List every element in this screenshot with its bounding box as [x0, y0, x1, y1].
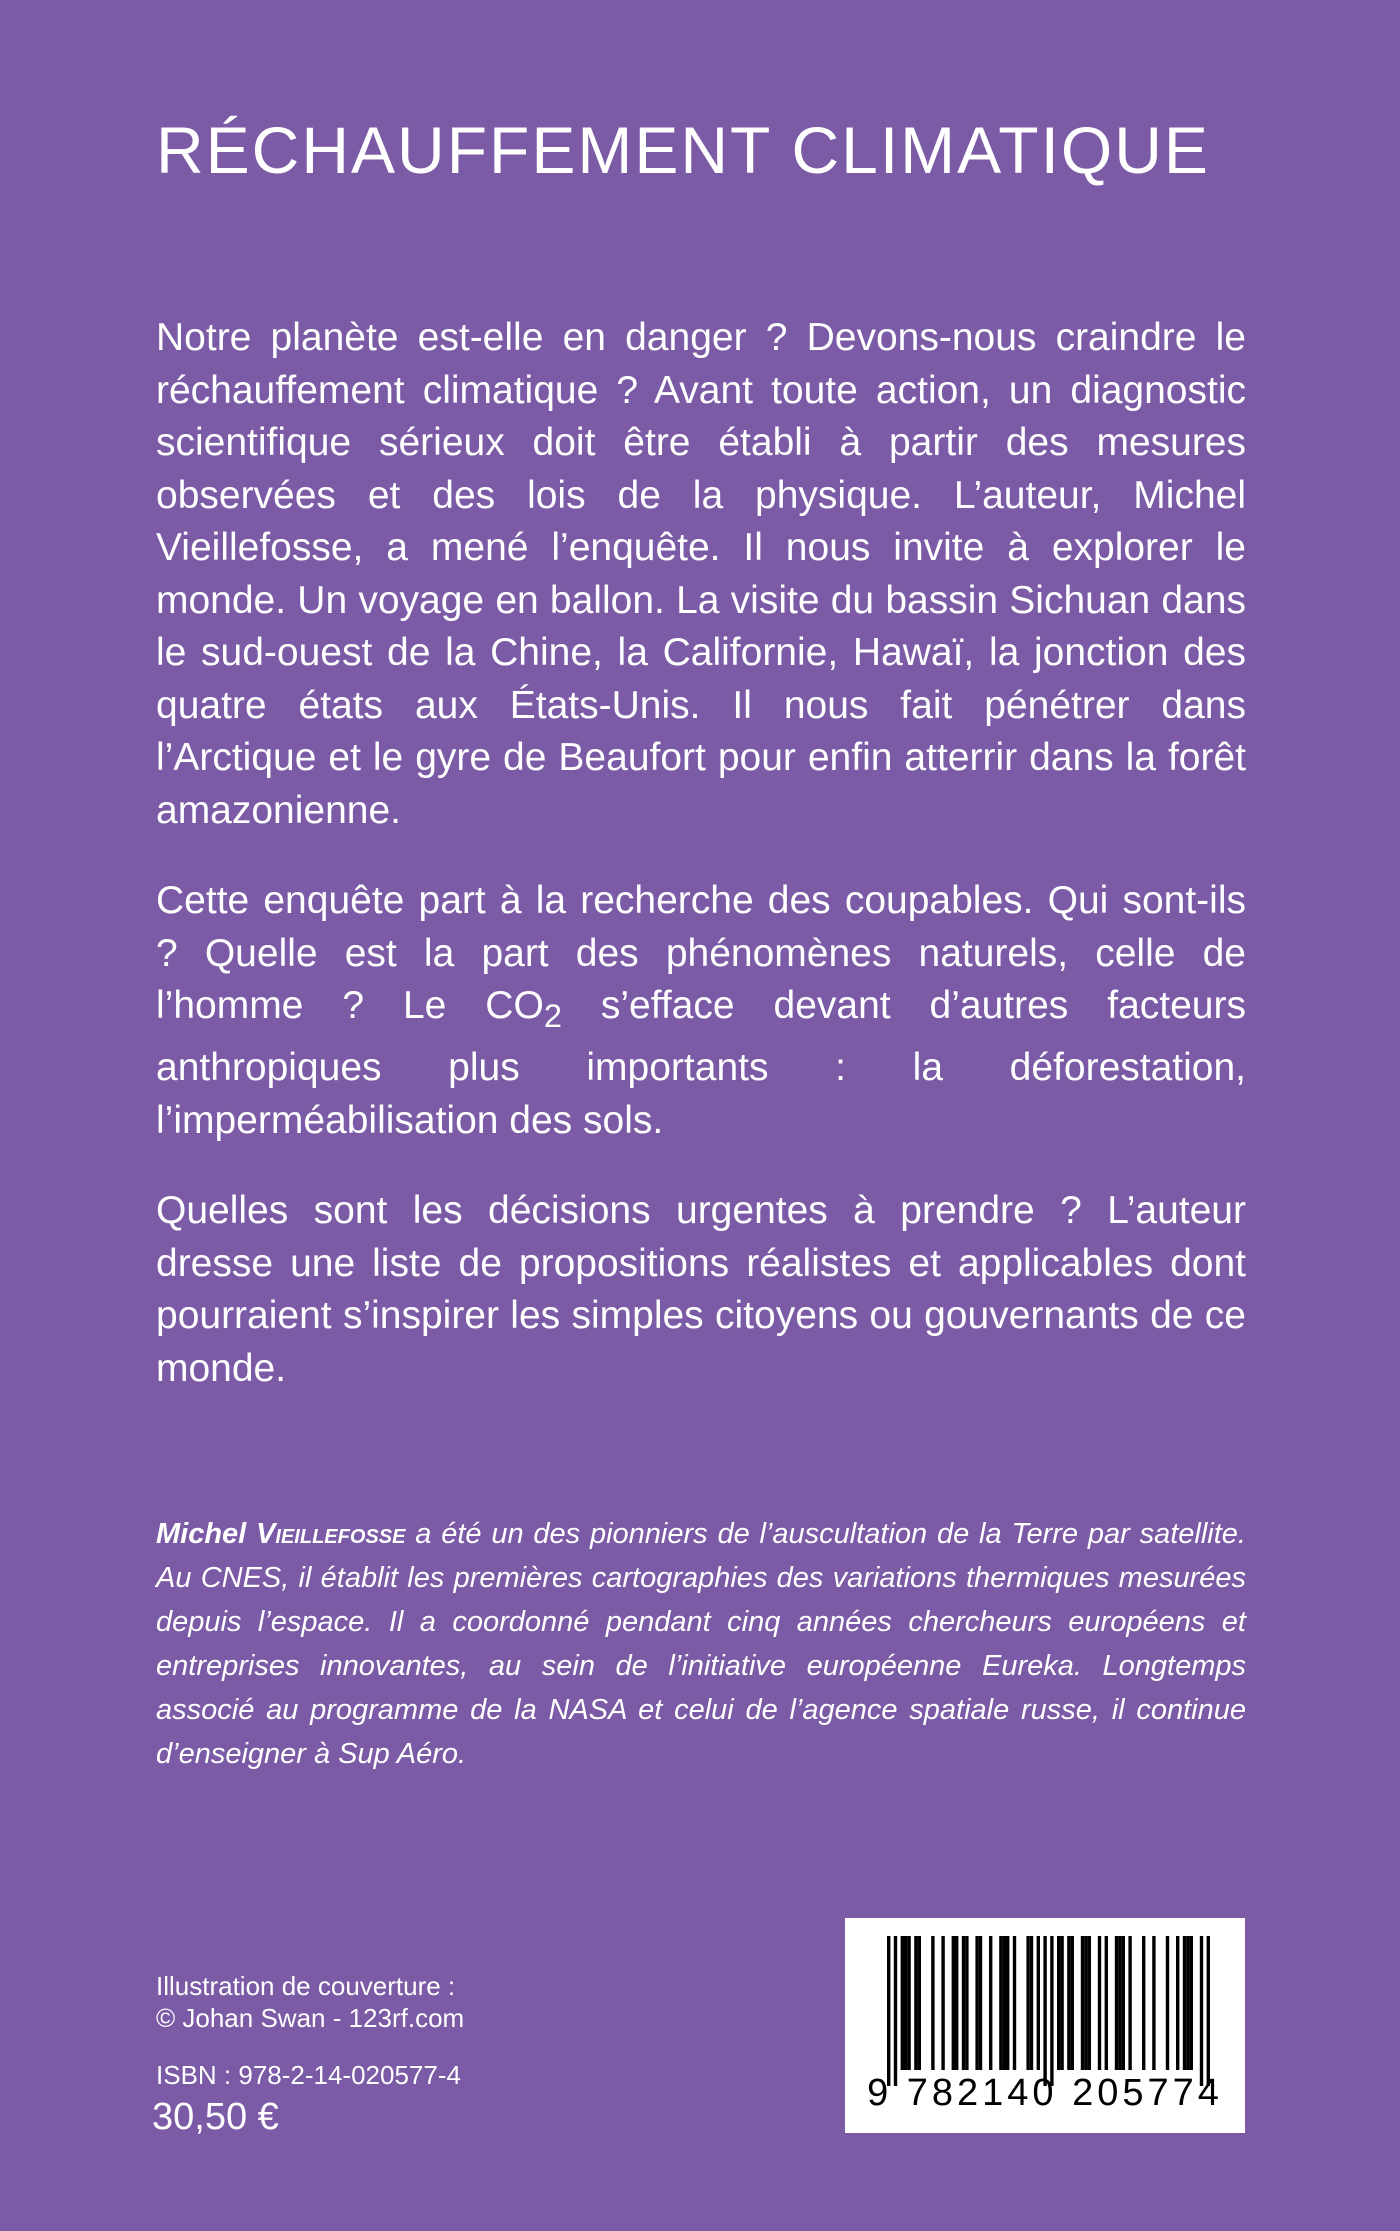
barcode-bar: [914, 1936, 917, 2070]
paragraph-2-end: s’efface devant d’autres facteurs anthropiques plus importants : la déforestation, l’imperméabilisation des sols.: [156, 984, 1246, 1142]
barcode-bar: [955, 1936, 958, 2070]
barcode-bar: [1186, 1936, 1189, 2070]
barcode-bar: [904, 1936, 907, 2070]
co2-subscript: 2: [543, 997, 562, 1034]
price: 30,50 €: [152, 2096, 279, 2138]
barcode-bar: [1088, 1936, 1091, 2070]
barcode-bar: [1207, 1936, 1210, 2086]
barcode-bar: [962, 1936, 965, 2070]
barcode: [845, 1918, 1245, 2133]
barcode-bar: [999, 1936, 1002, 2070]
author-name: [156, 1518, 405, 1550]
barcode-bar: [1166, 1936, 1169, 2070]
barcode-bar: [965, 1936, 968, 2070]
barcode-bar: [1084, 1936, 1087, 2070]
barcode-bar: [1152, 1936, 1155, 2070]
credits-line-1: Illustration de couverture :: [156, 1971, 456, 2001]
barcode-bar: [931, 1936, 934, 2070]
barcode-bar: [1183, 1936, 1186, 2070]
barcode-bar: [1030, 1936, 1033, 2070]
book-title: RÉCHAUFFEMENT CLIMATIQUE: [156, 113, 1210, 187]
blurb-paragraph-2: [156, 875, 1246, 1147]
barcode-bar: [1071, 1936, 1074, 2070]
barcode-bar: [918, 1936, 921, 2070]
barcode-bar: [1081, 1936, 1084, 2070]
barcode-bar: [979, 1936, 982, 2070]
barcode-bar: [1176, 1936, 1179, 2070]
barcode-bar: [1013, 1936, 1016, 2070]
barcode-bar: [1118, 1936, 1121, 2070]
paragraph-2-start: Cette enquête part à la recherche des coupables. Qui sont-ils ? Quelle est la part des phénomènes naturels, celle de l’homme ? Le CO: [156, 879, 1246, 1027]
author-bio: [156, 1512, 1246, 1776]
isbn: ISBN : 978-2-14-020577-4: [156, 2060, 461, 2090]
barcode-bar: [1050, 1936, 1053, 2086]
barcode-bar: [907, 1936, 910, 2070]
credits-line-2: © Johan Swan - 123rf.com: [156, 2003, 465, 2033]
barcode-bar: [941, 1936, 944, 2070]
barcode-bar: [1200, 1936, 1203, 2086]
barcode-bar: [1006, 1936, 1009, 2070]
barcode-bar: [1098, 1936, 1101, 2070]
barcode-bar: [1026, 1936, 1029, 2070]
barcode-bar: [1115, 1936, 1118, 2070]
author-first-name: Michel: [156, 1518, 257, 1550]
blurb: [156, 312, 1246, 1433]
barcode-bar: [1190, 1936, 1193, 2070]
barcode-bar: [887, 1936, 890, 2086]
barcode-bar: [901, 1936, 904, 2070]
barcode-bar: [1105, 1936, 1108, 2070]
barcode-bar: [952, 1936, 955, 2070]
barcode-bar: [894, 1936, 897, 2086]
cover-credits: [156, 1970, 464, 2034]
barcode-bar: [1060, 1936, 1063, 2070]
barcode-bar: [1057, 1936, 1060, 2070]
author-bio-text: a été un des pionniers de l’auscultation de la Terre par satellite. Au CNES, il établit les premières cartographies des variations thermiques mesurées depuis l’espace. Il a coordonné pendant cinq années chercheurs européens et entreprises innovantes, au sein de l’initiative européenne Eureka. Longtemps associé au programme de la NASA et celui de l’agence spatiale russe, il continue d’enseigner à Sup Aéro.: [156, 1518, 1246, 1770]
barcode-digits: 9 782140 205774: [867, 2072, 1223, 2114]
blurb-paragraph-3: Quelles sont les décisions urgentes à prendre ? L’auteur dresse une liste de propositions réalistes et applicables dont pourraient s’inspirer les simples citoyens ou gouvernants de ce monde.: [156, 1189, 1246, 1390]
barcode-bar: [975, 1936, 978, 2070]
blurb-paragraph-1: Notre planète est-elle en danger ? Devons-nous craindre le réchauffement climatique ? Avant toute action, un diagnostic scientifique sérieux doit être établi à partir des mesures observées et des lois de la physique. L’auteur, Michel Vieillefosse, a mené l’enquête. Il nous invite à explorer le monde. Un voyage en ballon. La visite du bassin Sichuan dans le sud-ouest de la Chine, la Californie, Hawaï, la jonction des quatre états aux États-Unis. Il nous fait pénétrer dans l’Arctique et le gyre de Beaufort pour enfin atterrir dans la forêt amazonienne.: [156, 316, 1246, 832]
barcode-bar: [989, 1936, 992, 2070]
barcode-bar: [1043, 1936, 1046, 2086]
barcode-bar: [1037, 1936, 1040, 2070]
barcode-bar: [1142, 1936, 1145, 2070]
author-last-name: Vieillefosse: [256, 1518, 406, 1550]
barcode-bar: [1122, 1936, 1125, 2070]
barcode-bar: [1128, 1936, 1131, 2070]
barcode-bar: [1003, 1936, 1006, 2070]
barcode-bar: [1067, 1936, 1070, 2070]
